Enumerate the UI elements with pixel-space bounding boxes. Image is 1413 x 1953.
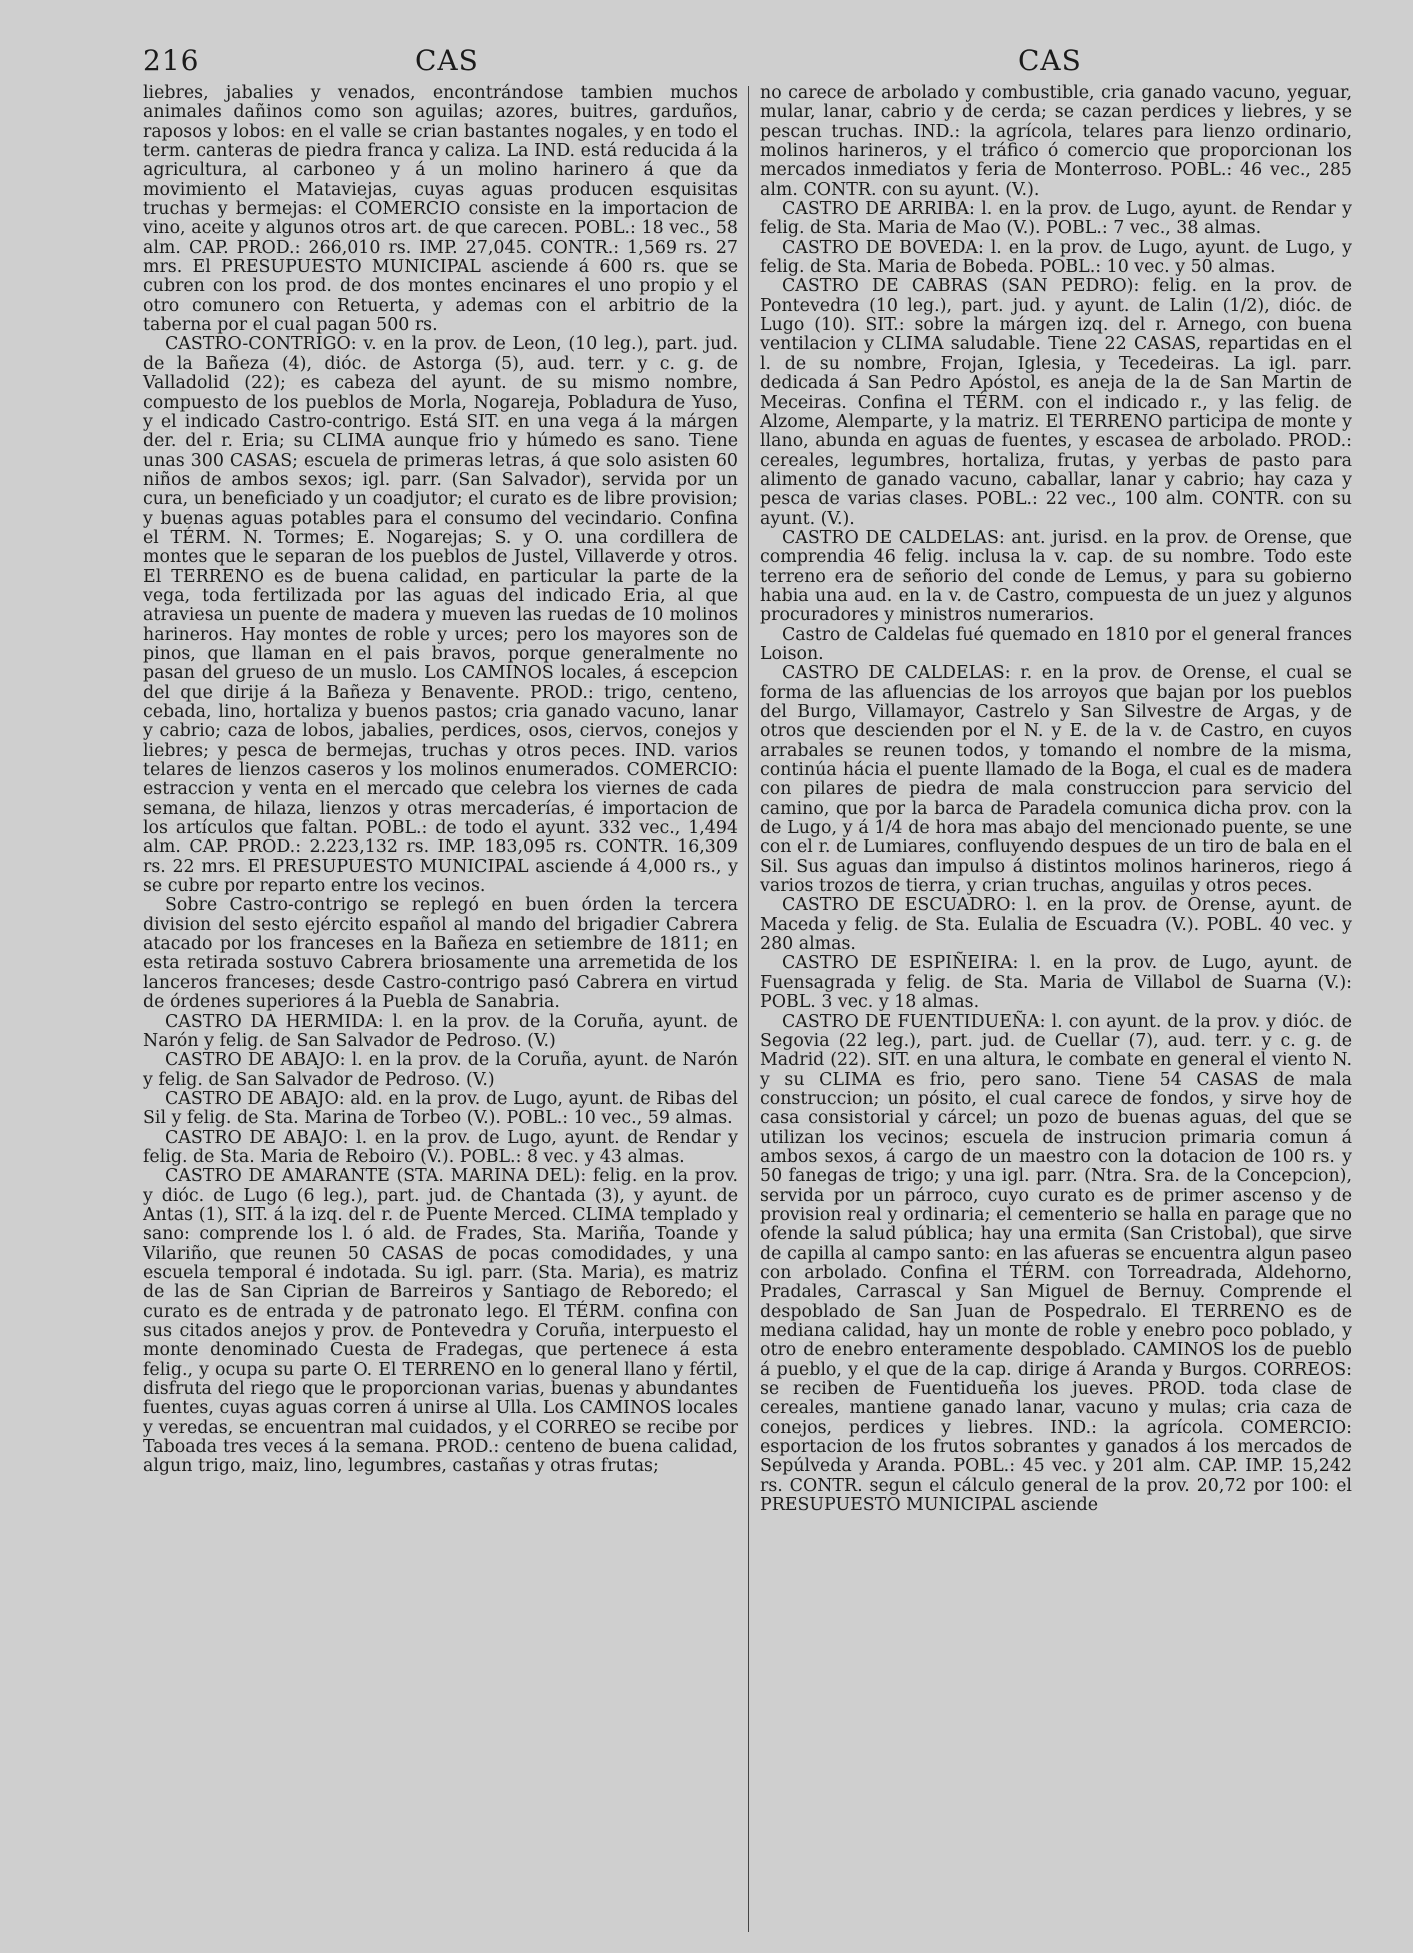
running-headword-right: CAS (1018, 44, 1082, 77)
entry-continuation: liebres, jabalies y venados, encontrándose tambien muchos animales dañinos como son aguilas; azores, buitres, garduños, raposos y lobos: en el valle se crian bastantes nogales, y en todo el term. canteras de piedra franca y caliza. La IND. está reducida á la agricultura, al carboneo y á un molino harinero á que da movimiento el Mataviejas, cuyas aguas producen esquisitas truchas y bermejas: el COMERCIO consiste en la importacion de vino, aceite y algunos otros art. de que carecen. POBL.: 18 vec., 58 alm. CAP. PROD.: 266,010 rs. IMP. 27,045. CONTR.: 1,569 rs. 27 mrs. El PRESUPUESTO MUNICIPAL asciende á 600 rs. que se cubren con los prod. de dos montes encinares el uno propio y el otro comunero con Retuerta, y ademas con el arbitrio de la taberna por el cual pagan 500 rs. (143, 83, 738, 336)
dictionary-entry: CASTRO DE ESCUADRO: l. en la prov. de Orense, ayunt. de Maceda y felig. de Sta. Eulalia de Escuadra (V.). POBL. 40 vec. y 280 almas. (760, 895, 1352, 955)
dictionary-entry: CASTRO DE ARRIBA: l. en la prov. de Lugo, ayunt. de Rendar y felig. de Sta. Maria de Mao (V.). POBL.: 7 vec., 38 almas. (760, 199, 1352, 239)
dictionary-entry: CASTRO DE AMARANTE (STA. MARINA DEL): felig. en la prov. y dióc. de Lugo (6 leg.), part. jud. de Chantada (3), y ayunt. de Antas (1), SIT. á la izq. del r. de Puente Merced. CLIMA templado y sano: comprende los l. ó ald. de Frades, Sta. Mariña, Toande y Vilariño, que reunen 50 CASAS de pocas comodidades, y una escuela temporal é indotada. Su igl. parr. (Sta. Maria), es matriz de las de San Ciprian de Barreiros y Santiago de Reboredo; el curato es de entrada y de patronato lego. El TÉRM. confina con sus citados anejos y prov. de Pontevedra y Coruña, interpuesto el monte denominado Cuesta de Fradegas, que pertenece á esta felig., y ocupa su parte O. El TERRENO en lo general llano y fértil, disfruta del riego que le proporcionan varias, buenas y abundantes fuentes, cuyas aguas corren á unirse al Ulla. Los CAMINOS locales y veredas, se encuentran mal cuidados, y el CORREO se recibe por Taboada tres veces á la semana. PROD.: centeno de buena calidad, algun trigo, maiz, lino, legumbres, castañas y otras frutas; (143, 1166, 738, 1477)
dictionary-entry: CASTRO DE ABAJO: l. en la prov. de la Coruña, ayunt. de Narón y felig. de San Salvador de Pedroso. (V.) (143, 1050, 738, 1090)
dictionary-entry: CASTRO-CONTRIGO: v. en la prov. de Leon, (10 leg.), part. jud. de la Bañeza (4), dióc. de Astorga (5), aud. terr. y c. g. de Valladolid (22); es cabeza del ayunt. de su mismo nombre, compuesto de los pueblos de Morla, Nogareja, Pobladura de Yuso, y el indicado Castro-contrigo. Está SIT. en una vega á la márgen der. del r. Eria; su CLIMA aunque frio y húmedo es sano. Tiene unas 300 CASAS; escuela de primeras letras, á que solo asisten 60 niños de ambos sexos; igl. parr. (San Salvador), servida por un cura, un beneficiado y un coadjutor; el curato es de libre provision; y buenas aguas potables para el consumo del vecindario. Confina el TÉRM. N. Tormes; E. Nogarejas; S. y O. una cordillera de montes que le separan de los pueblos de Justel, Villaverde y otros. El TERRENO es de buena calidad, en particular la parte de la vega, toda fertilizada por las aguas del indicado Eria, al que atraviesa un puente de madera y mueven las ruedas de 10 molinos harineros. Hay montes de roble y urces; pero los mayores son de pinos, que llaman en el pais bravos, porque generalmente no pasan del grueso de un muslo. Los CAMINOS locales, á escepcion del que dirije á la Bañeza y Benavente. PROD.: trigo, centeno, cebada, lino, hortaliza y buenos pastos; cria ganado vacuno, lanar y cabrio; caza de lobos, jabalies, perdices, osos, ciervos, conejos y liebres; y pesca de bermejas, truchas y otros peces. IND. varios telares de lienzos caseros y los molinos enumerados. COMERCIO: estraccion y venta en el mercado que celebra los viernes de cada semana, de hilaza, lienzos y otras mercaderías, é importacion de los artículos que faltan. POBL.: de todo el ayunt. 332 vec., 1,494 alm. CAP. PROD.: 2.223,132 rs. IMP. 183,095 rs. CONTR. 16,309 rs. 22 mrs. El PRESUPUESTO MUNICIPAL asciende á 4,000 rs., y se cubre por reparto entre los vecinos. (143, 334, 738, 897)
entry-continuation: no carece de arbolado y combustible, cria ganado vacuno, yeguar, mular, lanar, cabrio y de cerda; se cazan perdices y liebres, y se pescan truchas. IND.: la agrícola, telares para lienzo ordinario, molinos harineros, y el tráfico ó comercio que proporcionan los mercados inmediatos y feria de Monterroso. POBL.: 46 vec., 285 alm. CONTR. con su ayunt. (V.). (760, 83, 1352, 200)
dictionary-entry: Castro de Caldelas fué quemado en 1810 por el general frances Loison. (760, 624, 1352, 664)
dictionary-entry: Sobre Castro-contrigo se replegó en buen órden la tercera division del sesto ejército español al mando del brigadier Cabrera atacado por los franceses en la Bañeza en setiembre de 1811; en esta retirada sostuvo Cabrera briosamente una arremetida de los lanceros franceses; desde Castro-contrigo pasó Cabrera en virtud de órdenes superiores á la Puebla de Sanabria. (143, 895, 738, 1013)
dictionary-entry: CASTRO DE ABAJO: ald. en la prov. de Lugo, ayunt. de Ribas del Sil y felig. de Sta. Marina de Torbeo (V.). POBL.: 10 vec., 59 almas. (143, 1088, 738, 1129)
dictionary-entry: CASTRO DE FUENTIDUEÑA: l. con ayunt. de la prov. y dióc. de Segovia (22 leg.), part. jud. de Cuellar (7), aud. terr. y c. g. de Madrid (22). SIT. en una altura, le combate en general el viento N. y su CLIMA es frio, pero sano. Tiene 54 CASAS de mala construccion; un pósito, el cual carece de fondos, y sirve hoy de casa consistorial y cárcel; un pozo de buenas aguas, del que se utilizan los vecinos; escuela de instrucion primaria comun á ambos sexos, á cargo de un maestro con la dotacion de 100 rs. y 50 fanegas de trigo; y una igl. parr. (Ntra. Sra. de la Concepcion), servida por un párroco, cuyo curato es de primer ascenso y de provision real y ordinaria; el cementerio se halla en parage que no ofende la salud pública; hay una ermita (San Cristobal), que sirve de capilla al campo santo: en las afueras se encuentra algun paseo con arbolado. Confina el TÉRM. con Torreadrada, Aldehorno, Pradales, Carrascal y San Miguel de Bernuy. Comprende el despoblado de San Juan de Pospedralo. El TERRENO es de mediana calidad, hay un monte de roble y enebro poco poblado, y otro de enebro enteramente despoblado. CAMINOS los de pueblo á pueblo, y el que de la cap. dirige á Aranda y Burgos. CORREOS: se reciben de Fuentidueña los jueves. PROD. toda clase de cereales, mantiene ganado lanar, vacuno y mulas; cria caza de conejos, perdices y liebres. IND.: la agrícola. COMERCIO: esportacion de los frutos sobrantes y ganados á los mercados de Sepúlveda y Aranda. POBL.: 45 vec. y 201 alm. CAP. IMP. 15,242 rs. CONTR. segun el cálculo general de la prov. 20,72 por 100: el PRESUPUESTO MUNICIPAL asciende (760, 1011, 1352, 1516)
column-divider (748, 86, 749, 1932)
dictionary-entry: CASTRO DE ESPIÑEIRA: l. en la prov. de Lugo, ayunt. de Fuensagrada y felig. de Sta. Maria de Villabol de Suarna (V.): POBL. 3 vec. y 18 almas. (760, 953, 1352, 1013)
dictionary-entry: CASTRO DE CALDELAS: ant. jurisd. en la prov. de Orense, que comprendia 46 felig. inclusa la v. cap. de su nombre. Todo este terreno era de señorio del conde de Lemus, y para su gobierno habia una aud. en la v. de Castro, compuesta de un juez y algunos procuradores y ministros numerarios. (760, 527, 1352, 626)
page-number: 216 (143, 44, 200, 77)
dictionary-entry: CASTRO DA HERMIDA: l. en la prov. de la Coruña, ayunt. de Narón y felig. de San Salvador de Pedroso. (V.) (143, 1011, 738, 1051)
dictionary-entry: CASTRO DE CALDELAS: r. en la prov. de Orense, el cual se forma de las afluencias de los arroyos que bajan por los pueblos del Burgo, Villamayor, Castrelo y San Silvestre de Argas, y de otros que descienden por el N. y E. de la v. de Castro, en cuyos arrabales se reunen todos, y tomando el nombre de la misma, continúa hácia el puente llamado de la Boga, el cual es de madera con pilares de piedra de mala construccion para servicio del camino, que por la barca de Paradela comunica dicha prov. con la de Lugo, y á 1/4 de hora mas abajo del mencionado puente, se une con el r. de Lumiares, confluyendo despues de un tiro de bala en el Sil. Sus aguas dan impulso á distintos molinos harineros, riego á varios trozos de tierra, y crian truchas, anguilas y otros peces. (760, 663, 1352, 897)
left-column (143, 84, 738, 1477)
dictionary-entry: CASTRO DE BOVEDA: l. en la prov. de Lugo, ayunt. de Lugo, y felig. de Sta. Maria de Bobeda. POBL.: 10 vec. y 50 almas. (760, 237, 1352, 278)
right-column (760, 84, 1352, 1515)
dictionary-entry: CASTRO DE ABAJO: l. en la prov. de Lugo, ayunt. de Rendar y felig. de Sta. Maria de Reboiro (V.). POBL.: 8 vec. y 43 almas. (143, 1127, 738, 1167)
dictionary-entry: CASTRO DE CABRAS (SAN PEDRO): felig. en la prov. de Pontevedra (10 leg.), part. jud. y ayunt. de Lalin (1/2), dióc. de Lugo (10). SIT.: sobre la márgen izq. del r. Arnego, con buena ventilacion y CLIMA saludable. Tiene 22 CASAS, repartidas en el l. de su nombre, Frojan, Iglesia, y Tecedeiras. La igl. parr. dedicada á San Pedro Apóstol, es aneja de la de San Martin de Meceiras. Confina el TÉRM. con el indicado r., y las felig. de Alzome, Alemparte, y la matriz. El TERRENO participa de monte y llano, abunda en aguas de fuentes, y escasea de arbolado. PROD.: cereales, legumbres, hortaliza, frutas, y yerbas de pasto para alimento de ganado vacuno, caballar, lanar y cabrio; hay caza y pesca de varias clases. POBL.: 22 vec., 100 alm. CONTR. con su ayunt. (V.). (760, 276, 1352, 529)
running-headword-left: CAS (415, 44, 479, 77)
